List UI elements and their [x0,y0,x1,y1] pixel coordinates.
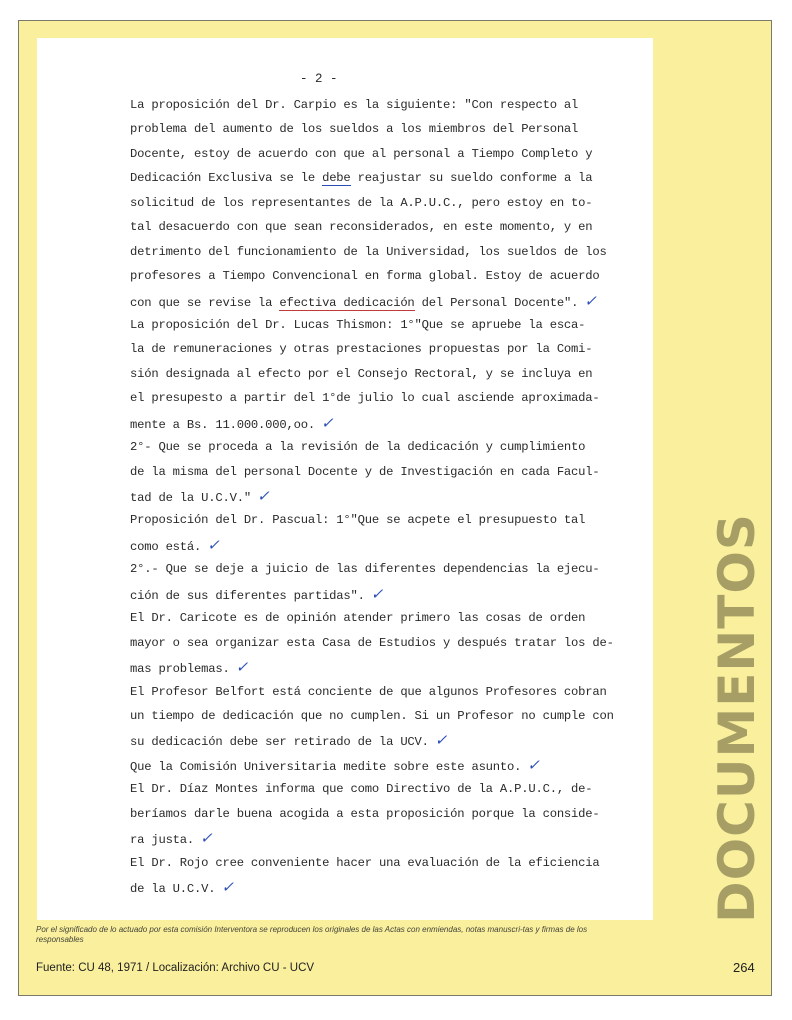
document-line-text: La proposición del Dr. Lucas Thismon: 1°"Que se apruebe la esca- [130,317,586,332]
document-line [130,313,630,337]
document-line-text: tad de la U.C.V." [130,491,251,505]
document-line [130,460,630,484]
document-line [130,240,630,264]
document-line [130,337,630,361]
document-line-text: mayor o sea organizar esta Casa de Estudios y después tratar los de- [130,635,614,650]
document-page-marker: - 2 - [300,72,338,86]
document-line [130,557,630,581]
document-line-text: la de remuneraciones y otras prestaciones propuestas por la Comi- [130,342,593,357]
document-line-text: Proposición del Dr. Pascual: 1°"Que se acpete el presupuesto tal [130,513,586,528]
document-line-text: un tiempo de dedicación que no cumplen. Si un Profesor no cumple con [130,708,614,723]
document-line [130,117,630,141]
handwritten-check-mark: ✓ [200,829,213,848]
document-line [130,777,630,801]
document-line [130,166,630,190]
document-line [130,680,630,704]
document-line [130,264,630,288]
document-line [130,289,630,313]
document-line [130,93,630,117]
document-line [130,142,630,166]
document-line-text: beríamos darle buena acogida a esta proposición porque la conside- [130,806,600,821]
document-line [130,191,630,215]
document-line [130,508,630,532]
document-line-text: Que la Comisión Universitaria medite sobre este asunto. [130,759,522,774]
handwritten-check-mark: ✓ [320,413,334,432]
caption: Por el significado de lo actuado por esta comisión Interventora se reproducen los originales de las Actas con enmiendas, notas manuscri-tas y firmas de los responsables [36,925,588,944]
document-line-text: mas problemas. [130,662,230,677]
document-line-text: solicitud de los representantes de la A.P.U.C., pero estoy en to- [130,195,593,210]
document-line-text: Dedicación Exclusiva se le debe reajustar su sueldo conforme a la [130,171,593,186]
handwritten-underline: debe [322,171,351,186]
document-line-text: El Dr. Rojo cree conveniente hacer una evaluación de la eficiencia [130,855,600,870]
handwritten-check-mark: ✓ [221,878,234,896]
handwritten-check-mark: ✓ [235,658,248,677]
section-title: DOCUMENTOS [708,513,766,923]
handwritten-check-mark: ✓ [584,291,597,310]
document-line [130,631,630,655]
document-line-text: ción de sus diferentes partidas". [130,588,365,603]
document-text [130,93,630,899]
document-line-text: su dedicación debe ser retirado de la UCV. [130,735,429,750]
document-line [130,362,630,386]
source-line: Fuente: CU 48, 1971 / Localización: Archivo CU - UCV [36,962,315,974]
document-line [130,484,630,508]
document-line-text: 2°- Que se proceda a la revisión de la dedicación y cumplimiento [130,440,586,455]
handwritten-check-mark: ✓ [370,584,384,603]
handwritten-check-mark: ✓ [256,487,270,505]
document-line-text: tal desacuerdo con que sean reconsiderados, en este momento, y en [130,220,593,235]
document-line [130,606,630,630]
document-line-text: sión designada al efecto por el Consejo Rectoral, y se incluya en [130,366,593,381]
document-line-text: ra justa. [130,833,195,848]
document-line [130,411,630,435]
document-line [130,826,630,850]
document-line [130,802,630,826]
document-line-text: de la misma del personal Docente y de Investigación en cada Facul- [130,464,600,479]
document-line [130,753,630,777]
page-number: 264 [733,960,755,975]
document-line-text: con que se revise la efectiva dedicación del Personal Docente". [130,295,579,310]
document-line-text: El Dr. Díaz Montes informa que como Directivo de la A.P.U.C., de- [130,782,593,797]
document-line-text: el presupesto a partir del 1°de julio lo cual asciende aproximada- [130,391,600,406]
handwritten-check-mark: ✓ [527,755,540,774]
document-line [130,582,630,606]
document-line-text: El Dr. Caricote es de opinión atender primero las cosas de orden [130,611,586,626]
document-line [130,851,630,875]
document-line-text: problema del aumento de los sueldos a los miembros del Personal [130,122,579,137]
document-line-text: mente a Bs. 11.000.000,oo. [130,417,315,432]
document-line-text: como está. [130,539,202,554]
handwritten-check-mark: ✓ [207,535,220,554]
document-line [130,533,630,557]
document-line [130,704,630,728]
document-line-text: 2°.- Que se deje a juicio de las diferentes dependencias la ejecu- [130,562,600,577]
document-line-text: Docente, estoy de acuerdo con que al personal a Tiempo Completo y [130,146,593,161]
document-line [130,435,630,459]
document-line [130,875,630,899]
document-line [130,728,630,752]
document-line [130,386,630,410]
document-line-text: El Profesor Belfort está conciente de que algunos Profesores cobran [130,684,607,699]
document-line-text: detrimento del funcionamiento de la Universidad, los sueldos de los [130,244,607,259]
handwritten-check-mark: ✓ [434,731,448,750]
document-line-text: de la U.C.V. [130,882,216,896]
document-line-text: La proposición del Dr. Carpio es la siguiente: "Con respecto al [130,98,579,112]
document-line [130,215,630,239]
handwritten-underline: efectiva dedicación [279,295,415,310]
document-line [130,655,630,679]
document-line-text: profesores a Tiempo Convencional en forma global. Estoy de acuerdo [130,269,600,284]
